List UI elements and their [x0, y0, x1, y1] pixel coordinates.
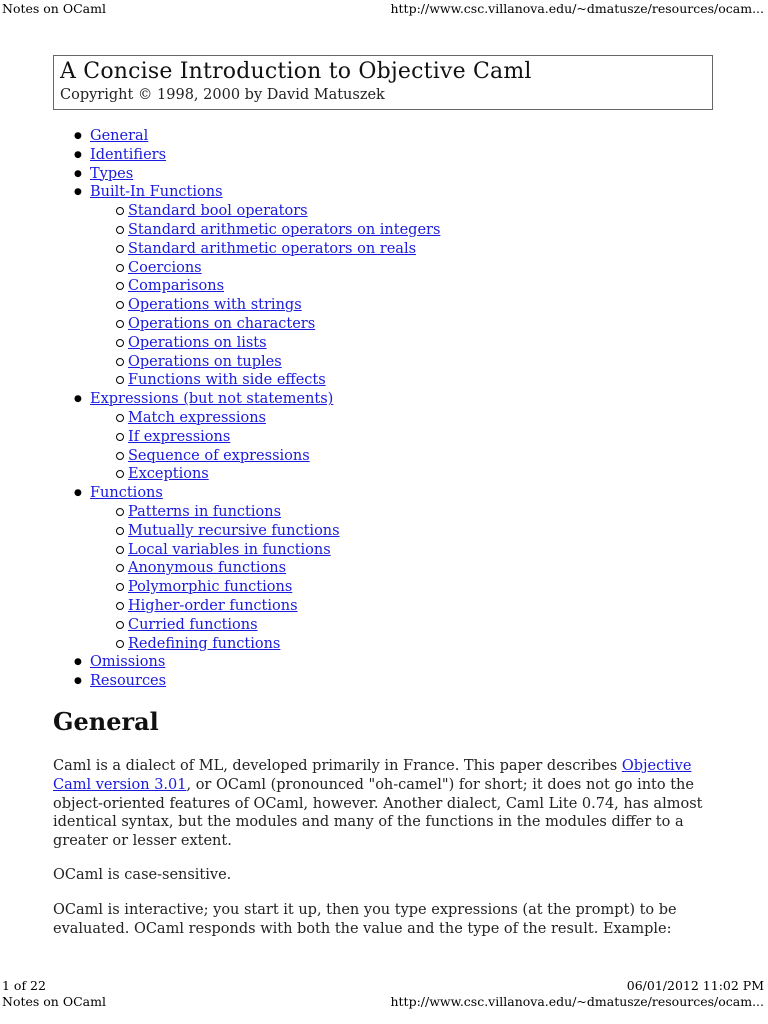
toc-link-patterns-in-functions[interactable]: Patterns in functions [128, 503, 282, 520]
toc-subitem-exceptions [128, 465, 440, 484]
toc-link-polymorphic-functions[interactable]: Polymorphic functions [128, 579, 293, 596]
toc-subitem-coercions [128, 259, 440, 278]
footer-datetime: 06/01/2012 11:02 PM [626, 978, 764, 993]
toc-link-standard-bool-operators[interactable]: Standard bool operators [128, 203, 308, 220]
toc-link-anonymous-functions[interactable]: Anonymous functions [128, 560, 287, 577]
paragraph-interactive: OCaml is interactive; you start it up, then you type expressions (at the prompt) to be evaluated. OCaml responds with both the value and the type of the result. Example: [53, 902, 677, 937]
toc-link-general[interactable]: General [90, 128, 149, 144]
toc-link-omissions[interactable]: Omissions [90, 654, 166, 671]
footer-title: Notes on OCaml [2, 994, 106, 1009]
table-of-contents [72, 127, 440, 691]
toc-link-operations-on-tuples[interactable]: Operations on tuples [128, 353, 282, 370]
copyright-line: Copyright © 1998, 2000 by David Matuszek [60, 87, 385, 103]
toc-link-mutually-recursive-functions[interactable]: Mutually recursive functions [128, 522, 340, 539]
intro-text-b: , or OCaml (pronounced "oh-camel") for short; it does not go into the object-oriented features of OCaml, however. Another dialect, Caml Lite 0.74, has almost identical syntax, but the modules and many of the functions in the modules differ to a greater or lesser extent. [53, 776, 703, 850]
toc-item-types [72, 165, 440, 184]
toc-item-resources [72, 672, 440, 691]
header-title: Notes on OCaml [2, 1, 106, 16]
toc-subitem-comparisons [128, 277, 440, 296]
toc-link-resources[interactable]: Resources [90, 673, 167, 690]
toc-link-operations-on-lists[interactable]: Operations on lists [128, 334, 267, 351]
paragraph-intro [53, 757, 718, 851]
link-objective-caml-version[interactable]: Objective Caml version 3.01 [53, 758, 692, 793]
toc-item-expressions-but-not-statements [72, 390, 440, 484]
toc-link-comparisons[interactable]: Comparisons [128, 278, 225, 295]
toc-item-general [72, 127, 440, 146]
toc-subitem-sequence-of-expressions [128, 447, 440, 466]
toc-item-omissions [72, 653, 440, 672]
toc-link-functions[interactable]: Functions [90, 485, 163, 502]
footer-page-count: 1 of 22 [2, 978, 46, 993]
toc-link-operations-on-characters[interactable]: Operations on characters [128, 315, 316, 332]
paragraph-case-sensitive: OCaml is case-sensitive. [53, 867, 232, 883]
toc-subitem-polymorphic-functions [128, 578, 440, 597]
title-box [53, 55, 713, 110]
section-heading-general: General [53, 707, 159, 736]
toc-subitem-patterns-in-functions [128, 503, 440, 522]
header-url: http://www.csc.villanova.edu/~dmatusze/resources/ocam... [390, 1, 764, 16]
toc-subitem-curried-functions [128, 616, 440, 635]
toc-link-sequence-of-expressions[interactable]: Sequence of expressions [128, 447, 310, 464]
toc-item-functions [72, 484, 440, 653]
toc-subitem-standard-arithmetic-operators-on-reals [128, 240, 440, 259]
toc-subitem-redefining-functions [128, 635, 440, 654]
toc-link-higher-order-functions[interactable]: Higher-order functions [128, 597, 298, 614]
toc-sublist-functions [90, 503, 440, 653]
toc-subitem-operations-on-lists [128, 334, 440, 353]
toc-item-built-in-functions [72, 183, 440, 390]
toc-sublist-expressions-but-not-statements [90, 409, 440, 484]
toc-link-if-expressions[interactable]: If expressions [128, 428, 231, 445]
toc-subitem-mutually-recursive-functions [128, 522, 440, 541]
toc-link-coercions[interactable]: Coercions [128, 259, 202, 276]
toc-subitem-operations-on-tuples [128, 353, 440, 372]
toc-subitem-operations-with-strings [128, 296, 440, 315]
toc-link-identifiers[interactable]: Identifiers [90, 146, 167, 163]
toc-subitem-match-expressions [128, 409, 440, 428]
toc-subitem-anonymous-functions [128, 559, 440, 578]
toc-sublist-built-in-functions [90, 202, 440, 390]
page-title: A Concise Introduction to Objective Caml [60, 59, 532, 84]
toc-subitem-standard-arithmetic-operators-on-integers [128, 221, 440, 240]
toc-link-curried-functions[interactable]: Curried functions [128, 616, 258, 633]
toc-subitem-local-variables-in-functions [128, 541, 440, 560]
toc-link-types[interactable]: Types [90, 165, 134, 182]
toc-link-built-in-functions[interactable]: Built-In Functions [90, 184, 223, 201]
toc-link-match-expressions[interactable]: Match expressions [128, 409, 266, 426]
toc-link-exceptions[interactable]: Exceptions [128, 466, 209, 483]
toc-link-operations-with-strings[interactable]: Operations with strings [128, 297, 302, 314]
toc-link-functions-with-side-effects[interactable]: Functions with side effects [128, 372, 326, 389]
toc-link-local-variables-in-functions[interactable]: Local variables in functions [128, 541, 331, 558]
toc-item-identifiers [72, 146, 440, 165]
toc-link-standard-arithmetic-operators-on-reals[interactable]: Standard arithmetic operators on reals [128, 240, 417, 257]
toc-subitem-functions-with-side-effects [128, 371, 440, 390]
toc-link-expressions-but-not-statements[interactable]: Expressions (but not statements) [90, 391, 334, 408]
footer-url: http://www.csc.villanova.edu/~dmatusze/resources/ocam... [390, 994, 764, 1009]
toc-subitem-operations-on-characters [128, 315, 440, 334]
toc-subitem-if-expressions [128, 428, 440, 447]
toc-subitem-standard-bool-operators [128, 202, 440, 221]
intro-text-a: Caml is a dialect of ML, developed primarily in France. This paper describes [53, 758, 622, 774]
toc-link-redefining-functions[interactable]: Redefining functions [128, 635, 281, 652]
toc-subitem-higher-order-functions [128, 597, 440, 616]
toc-link-standard-arithmetic-operators-on-integers[interactable]: Standard arithmetic operators on integers [128, 221, 441, 238]
